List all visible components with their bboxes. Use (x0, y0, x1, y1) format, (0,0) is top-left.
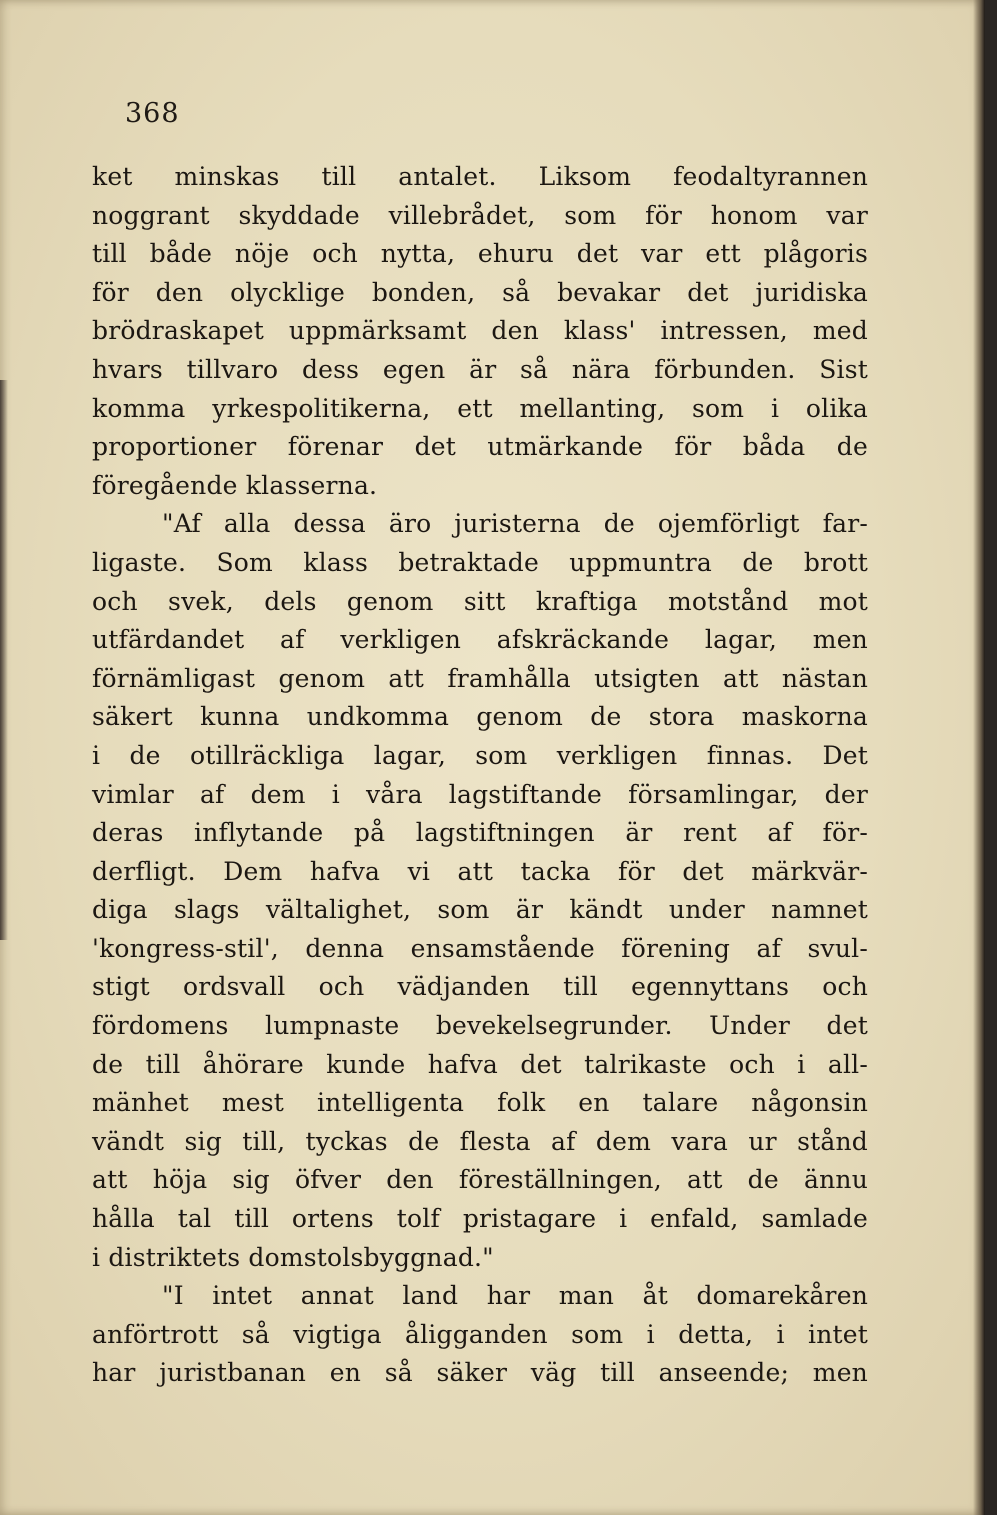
text-line: derfligt. Dem hafva vi att tacka för det märkvär- (92, 856, 868, 886)
text-line: diga slags vältalighet, som är kändt under namnet (92, 895, 868, 925)
text-line: "I intet annat land har man åt domarekåren (162, 1281, 868, 1311)
text-line: fördomens lumpnaste bevekelsegrunder. Under det (92, 1011, 868, 1041)
text-line: att höja sig öfver den föreställningen, att de ännu (92, 1165, 868, 1195)
text-line: vändt sig till, tyckas de flesta af dem vara ur stånd (92, 1126, 868, 1156)
text-line: vimlar af dem i våra lagstiftande församlingar, der (92, 779, 868, 809)
text-line: brödraskapet uppmärksamt den klass' intressen, med (92, 316, 868, 346)
text-line: i de otillräckliga lagar, som verkligen finnas. Det (92, 740, 868, 770)
text-line: till både nöje och nytta, ehuru det var ett plågoris (92, 239, 868, 269)
text-line: deras inflytande på lagstiftningen är rent af för- (92, 818, 868, 848)
text-line: 'kongress-stil', denna ensamstående förening af svul- (92, 933, 868, 963)
text-line: ligaste. Som klass betraktade uppmuntra de brott (92, 547, 868, 577)
page-number: 368 (125, 98, 180, 129)
text-line: stigt ordsvall och vädjanden till egennyttans och (92, 972, 868, 1002)
text-line: proportioner förenar det utmärkande för båda de (92, 432, 868, 462)
text-line: har juristbanan en så säker väg till anseende; men (92, 1358, 868, 1388)
text-line: utfärdandet af verkligen afskräckande lagar, men (92, 625, 868, 655)
text-line: anförtrott så vigtiga åligganden som i detta, i intet (92, 1319, 868, 1349)
text-line: och svek, dels genom sitt kraftiga motstånd mot (92, 586, 868, 616)
text-line: föregående klasserna. (92, 470, 378, 500)
text-line: ket minskas till antalet. Liksom feodaltyrannen (92, 162, 868, 191)
page-right-edge (973, 0, 985, 1515)
page-spine-shadow (0, 380, 8, 940)
text-line: hålla tal till ortens tolf pristagare i enfald, samlade (92, 1204, 868, 1234)
text-line: förnämligast genom att framhålla utsigten att nästan (92, 663, 868, 693)
text-line: mänhet mest intelligenta folk en talare någonsin (92, 1088, 868, 1118)
text-line: hvars tillvaro dess egen är så nära förbunden. Sist (92, 354, 868, 384)
text-line: säkert kunna undkomma genom de stora maskorna (92, 702, 868, 732)
text-line: för den olycklige bonden, så bevakar det juridiska (92, 277, 868, 307)
text-line: i distriktets domstolsbyggnad." (92, 1242, 494, 1272)
text-line: komma yrkespolitikerna, ett mellanting, som i olika (92, 393, 868, 423)
text-line: noggrant skyddade villebrådet, som för honom var (92, 200, 868, 230)
body-text (92, 158, 868, 1393)
text-line: de till åhörare kunde hafva det talrikaste och i all- (92, 1049, 868, 1079)
text-line: "Af alla dessa äro juristerna de ojemförligt far- (162, 509, 868, 539)
